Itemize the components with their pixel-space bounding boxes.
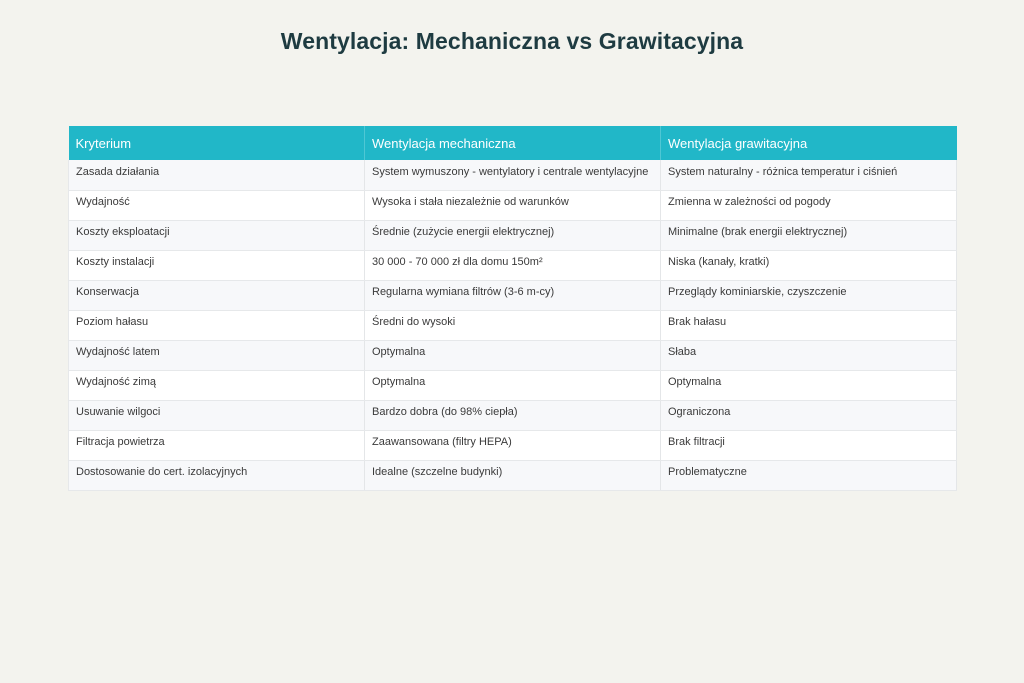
table-row — [69, 220, 957, 250]
cell-mechanical: Zaawansowana (filtry HEPA) — [365, 430, 661, 460]
cell-gravitational: Zmienna w zależności od pogody — [661, 190, 957, 220]
table-row — [69, 340, 957, 370]
cell-criterion: Koszty instalacji — [69, 250, 365, 280]
cell-criterion: Usuwanie wilgoci — [69, 400, 365, 430]
cell-mechanical: Wysoka i stała niezależnie od warunków — [365, 190, 661, 220]
cell-criterion: Zasada działania — [69, 160, 365, 190]
table-row — [69, 250, 957, 280]
cell-criterion: Wydajność zimą — [69, 370, 365, 400]
cell-mechanical: Optymalna — [365, 340, 661, 370]
table-row — [69, 310, 957, 340]
table-row — [69, 160, 957, 190]
column-header-mechanical: Wentylacja mechaniczna — [365, 126, 661, 160]
cell-mechanical: Średnie (zużycie energii elektrycznej) — [365, 220, 661, 250]
column-header-criterion: Kryterium — [69, 126, 365, 160]
table-row — [69, 190, 957, 220]
column-header-gravitational: Wentylacja grawitacyjna — [661, 126, 957, 160]
header-row — [69, 126, 957, 160]
cell-criterion: Poziom hałasu — [69, 310, 365, 340]
cell-gravitational: System naturalny - różnica temperatur i ciśnień — [661, 160, 957, 190]
cell-gravitational: Problematyczne — [661, 460, 957, 490]
cell-criterion: Filtracja powietrza — [69, 430, 365, 460]
cell-gravitational: Przeglądy kominiarskie, czyszczenie — [661, 280, 957, 310]
cell-mechanical: Regularna wymiana filtrów (3-6 m-cy) — [365, 280, 661, 310]
table-row — [69, 370, 957, 400]
cell-mechanical: Idealne (szczelne budynki) — [365, 460, 661, 490]
cell-gravitational: Minimalne (brak energii elektrycznej) — [661, 220, 957, 250]
cell-gravitational: Optymalna — [661, 370, 957, 400]
table-row — [69, 430, 957, 460]
cell-mechanical: Bardzo dobra (do 98% ciepła) — [365, 400, 661, 430]
cell-criterion: Wydajność latem — [69, 340, 365, 370]
cell-gravitational: Niska (kanały, kratki) — [661, 250, 957, 280]
cell-criterion: Dostosowanie do cert. izolacyjnych — [69, 460, 365, 490]
cell-gravitational: Ograniczona — [661, 400, 957, 430]
table-row — [69, 280, 957, 310]
cell-criterion: Koszty eksploatacji — [69, 220, 365, 250]
cell-gravitational: Brak hałasu — [661, 310, 957, 340]
cell-gravitational: Słaba — [661, 340, 957, 370]
table-body — [69, 160, 957, 490]
cell-mechanical: Średni do wysoki — [365, 310, 661, 340]
page-title: Wentylacja: Mechaniczna vs Grawitacyjna — [280, 28, 744, 54]
cell-gravitational: Brak filtracji — [661, 430, 957, 460]
table-header — [69, 126, 957, 160]
comparison-table-container — [68, 126, 956, 491]
comparison-table — [68, 126, 957, 491]
cell-mechanical: 30 000 - 70 000 zł dla domu 150m² — [365, 250, 661, 280]
cell-mechanical: System wymuszony - wentylatory i centrale wentylacyjne — [365, 160, 661, 190]
cell-mechanical: Optymalna — [365, 370, 661, 400]
cell-criterion: Wydajność — [69, 190, 365, 220]
table-row — [69, 460, 957, 490]
table-row — [69, 400, 957, 430]
cell-criterion: Konserwacja — [69, 280, 365, 310]
